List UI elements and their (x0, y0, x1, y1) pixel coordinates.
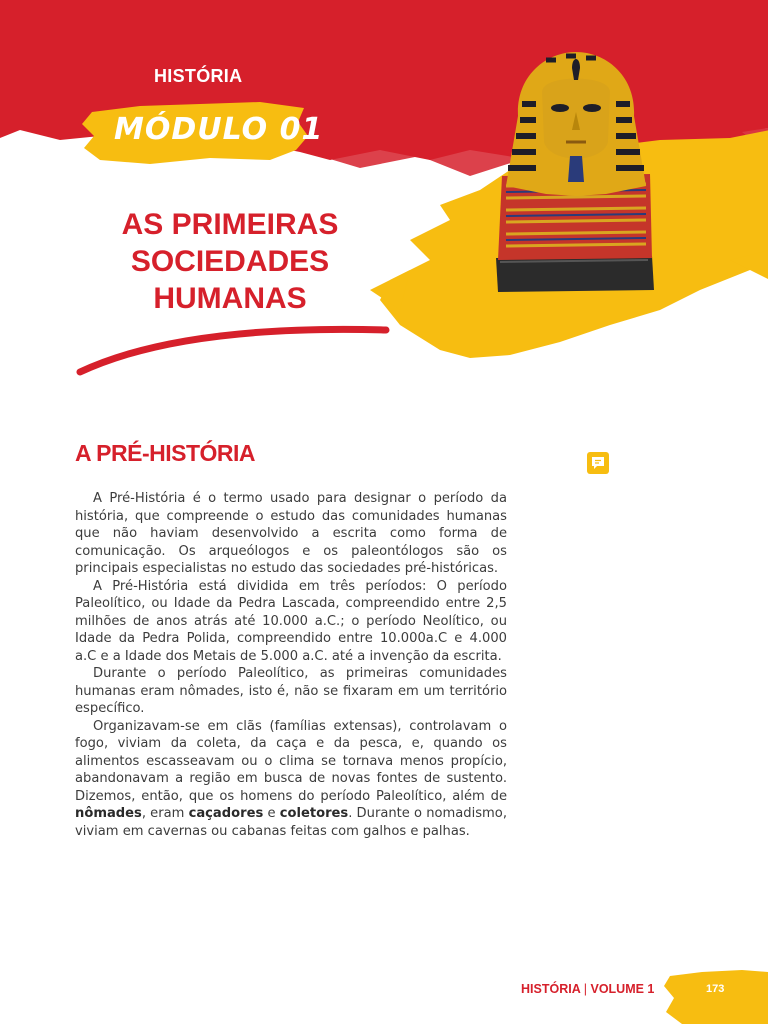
footer-volume: VOLUME 1 (590, 982, 655, 996)
footer-brush-shape (662, 968, 768, 1024)
text-run: , eram (141, 806, 189, 821)
footer-subject: HISTÓRIA (521, 982, 581, 996)
bold-term: nômades (75, 806, 142, 821)
bold-term: coletores (279, 806, 349, 821)
pharaoh-mask-illustration (486, 46, 666, 296)
paragraph: A Pré-História está dividida em três períodos: O período Paleolítico, ou Idade da Pedra Lascada, compreendido entre 2,5 milhões de anos atrás até 10.000 a.C.; o período Neolítico, ou Idade da Pedra Polida, compreendido entre 10.000a.C e 4.000 a.C e a Idade dos Metais de 5.000 a.C. até a invenção da escrita. (75, 578, 507, 664)
section-heading: A PRÉ-HISTÓRIA (75, 440, 255, 466)
bold-term: caçadores (188, 806, 264, 821)
paragraph: Durante o período Paleolítico, as primeiras comunidades humanas eram nômades, isto é, não se fixaram em um território específico. (75, 666, 507, 716)
comment-icon[interactable] (587, 452, 609, 474)
text-run: Organizavam-se em clãs (famílias extensas), controlavam o fogo, viviam da coleta, da caça e da pesca, e, quando os alimentos escasseavam ou o clima se tornava menos propício, abandonavam a região em busca de novas fontes de sustento. Dizemos, então, que os homens do período Paleolítico, além de (75, 718, 507, 804)
title-line: SOCIEDADES (130, 245, 330, 278)
module-label: MÓDULO 01 (114, 112, 324, 147)
page-number: 173 (706, 983, 725, 995)
paragraph (75, 718, 507, 841)
footer-label (521, 982, 654, 996)
subject-label: HISTÓRIA (154, 66, 243, 86)
footer-separator: | (583, 982, 587, 996)
paragraph: A Pré-História é o termo usado para designar o período da história, que compreende o estudo das comunidades humanas que não haviam desenvolvido a escrita como forma de comunicação. Os arqueólogos e os paleontólogos são os principais especialistas no estudo das sociedades pré-históricas. (75, 491, 507, 576)
page-title (100, 206, 360, 317)
title-line: AS PRIMEIRAS (121, 208, 339, 241)
text-run: . Durante o nomadismo, viviam em cavernas ou cabanas feitas com galhos e palhas. (75, 806, 507, 839)
body-text (75, 490, 507, 840)
red-swoosh-underline (74, 320, 394, 380)
text-run: e (263, 806, 280, 821)
title-line: HUMANAS (153, 282, 307, 315)
